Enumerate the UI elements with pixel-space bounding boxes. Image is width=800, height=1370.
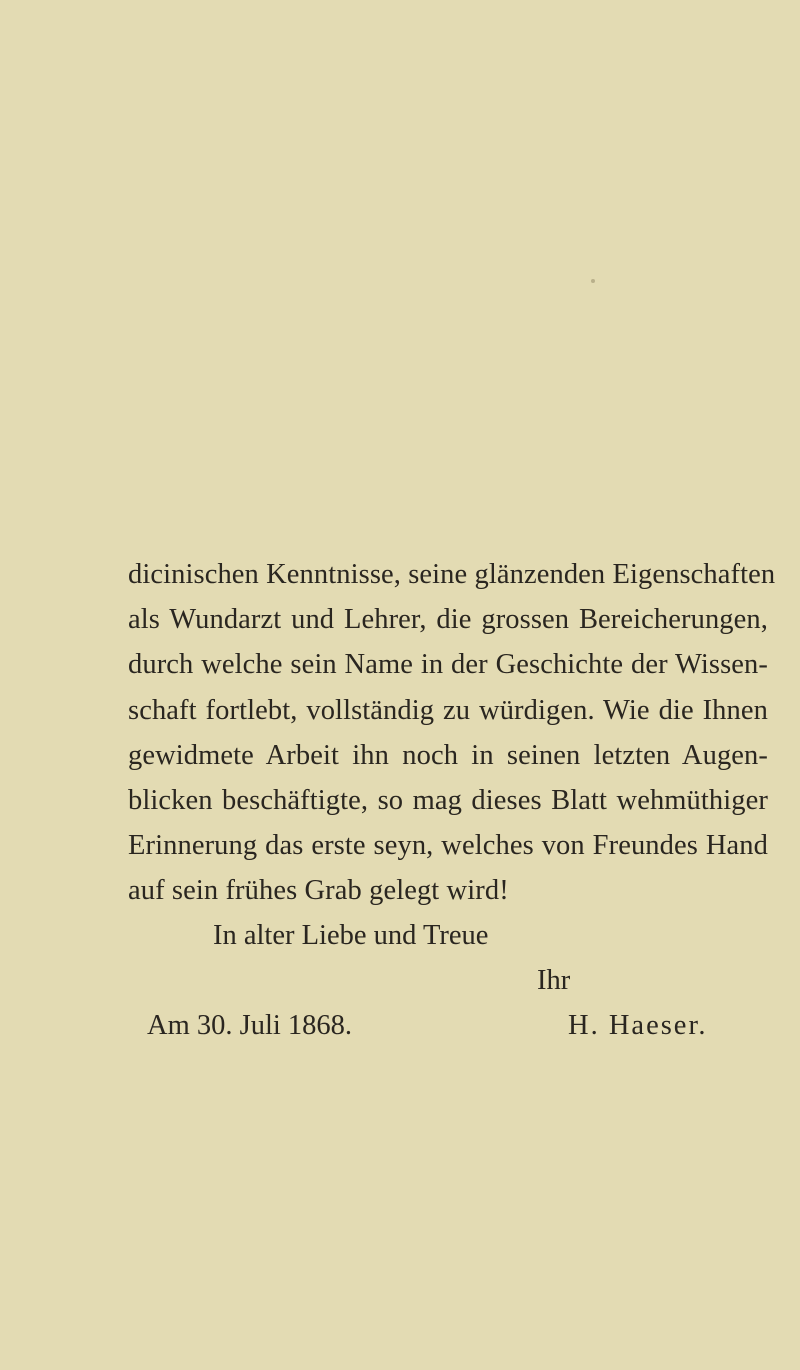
date-line: Am 30. Juli 1868. (147, 1010, 353, 1041)
signature: H. Haeser. (568, 1010, 708, 1041)
closing-pronoun: Ihr (537, 965, 571, 996)
body-line-8: auf sein frühes Grab gelegt wird! (128, 875, 509, 906)
body-line-2: als Wundarzt und Lehrer, die grossen Bereicherungen, (128, 604, 768, 635)
body-line-5: gewidmete Arbeit ihn noch in seinen letzten Augen- (128, 740, 768, 771)
body-line-6: blicken beschäftigte, so mag dieses Blatt wehmüthiger (128, 785, 768, 816)
body-line-7: Erinnerung das erste seyn, welches von Freundes Hand (128, 830, 768, 861)
closing-greeting: In alter Liebe und Treue (213, 920, 489, 951)
paper-speck (591, 279, 595, 283)
body-line-1: dicinischen Kenntnisse, seine glänzenden Eigenschaften (128, 559, 776, 590)
body-line-4: schaft fortlebt, vollständig zu würdigen. Wie die Ihnen (128, 695, 768, 726)
body-line-3: durch welche sein Name in der Geschichte der Wissen- (128, 649, 768, 680)
